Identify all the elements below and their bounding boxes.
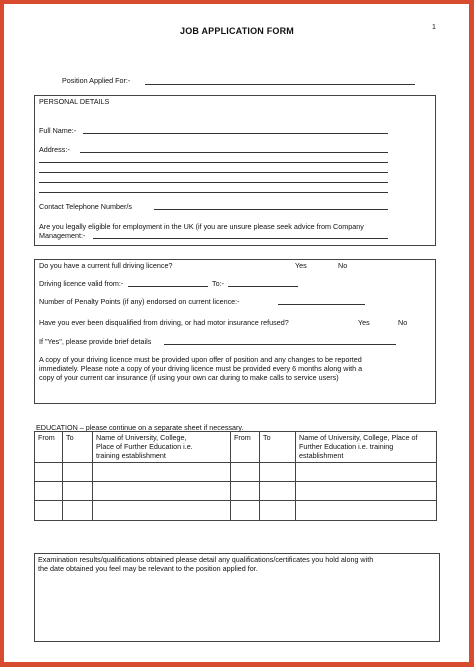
address-line-2[interactable] bbox=[39, 162, 388, 163]
exam-results-line-1: Examination results/qualifications obtained please detail any qualifications/certificates you hold along with bbox=[38, 555, 374, 564]
licence-note-line-2: immediately. Please note a copy of your driving licence must be provided every 6 months along with a bbox=[39, 364, 363, 373]
telephone-label: Contact Telephone Number/s bbox=[39, 202, 132, 211]
col-divider bbox=[230, 431, 231, 521]
position-label: Position Applied For:- bbox=[62, 76, 131, 85]
licence-no-option[interactable]: No bbox=[338, 261, 348, 270]
licence-valid-from-label: Driving licence valid from:- bbox=[39, 279, 124, 288]
address-line-5[interactable] bbox=[39, 192, 388, 193]
education-header: EDUCATION – please continue on a separate sheet if necessary. bbox=[36, 423, 244, 432]
penalty-points-label: Number of Penalty Points (if any) endorsed on current licence:- bbox=[39, 297, 240, 306]
eligibility-question-line-2: Management:- bbox=[39, 231, 86, 240]
licence-to-field[interactable] bbox=[228, 286, 298, 287]
form-title: JOB APPLICATION FORM bbox=[180, 26, 294, 36]
col-header-name2-line-1: Name of University, College, Place of bbox=[299, 433, 418, 442]
col-divider bbox=[92, 431, 93, 521]
exam-results-line-2: the date obtained you feel may be relevant to the position applied for. bbox=[38, 564, 258, 573]
eligibility-question-line-1: Are you legally eligible for employment in the UK (if you are unsure please seek advice from Company bbox=[39, 222, 364, 231]
col-header-from: From bbox=[38, 433, 55, 442]
col-divider bbox=[259, 431, 260, 521]
position-field[interactable] bbox=[145, 84, 415, 85]
col-header-to-2: To bbox=[263, 433, 271, 442]
row-divider bbox=[34, 481, 437, 482]
disqualified-question: Have you ever been disqualified from driving, or had motor insurance refused? bbox=[39, 318, 289, 327]
full-name-field[interactable] bbox=[83, 133, 388, 134]
if-yes-details-field[interactable] bbox=[164, 344, 396, 345]
personal-details-header: PERSONAL DETAILS bbox=[39, 97, 110, 106]
col-header-to: To bbox=[66, 433, 74, 442]
current-licence-question: Do you have a current full driving licence? bbox=[39, 261, 173, 270]
full-name-label: Full Name:- bbox=[39, 126, 77, 135]
licence-note-line-3: copy of your current car insurance (if using your own car during to make calls to service users) bbox=[39, 373, 339, 382]
col-header-name2-line-2: Further Education i.e. training bbox=[299, 442, 394, 451]
if-yes-label: If "Yes", please provide brief details bbox=[39, 337, 152, 346]
telephone-field[interactable] bbox=[154, 209, 388, 210]
row-divider bbox=[34, 500, 437, 501]
col-header-from-2: From bbox=[234, 433, 251, 442]
col-header-name2-line-3: establishment bbox=[299, 451, 344, 460]
licence-yes-option[interactable]: Yes bbox=[295, 261, 307, 270]
eligibility-field[interactable] bbox=[93, 238, 388, 239]
page-number: 1 bbox=[432, 24, 436, 31]
row-divider bbox=[34, 462, 437, 463]
address-line-3[interactable] bbox=[39, 172, 388, 173]
licence-note-line-1: A copy of your driving licence must be provided upon offer of position and any changes to be reported bbox=[39, 355, 362, 364]
disqualified-yes-option[interactable]: Yes bbox=[358, 318, 370, 327]
col-divider bbox=[62, 431, 63, 521]
licence-valid-from-field[interactable] bbox=[128, 286, 208, 287]
col-header-name-line-2: Place of Further Education i.e. bbox=[96, 442, 193, 451]
col-header-name-line-1: Name of University, College, bbox=[96, 433, 187, 442]
col-header-name-line-3: training establishment bbox=[96, 451, 166, 460]
col-divider bbox=[295, 431, 296, 521]
licence-to-label: To:- bbox=[212, 279, 224, 288]
address-line-1[interactable] bbox=[80, 152, 388, 153]
address-line-4[interactable] bbox=[39, 182, 388, 183]
address-label: Address:- bbox=[39, 145, 70, 154]
penalty-points-field[interactable] bbox=[278, 304, 365, 305]
disqualified-no-option[interactable]: No bbox=[398, 318, 408, 327]
